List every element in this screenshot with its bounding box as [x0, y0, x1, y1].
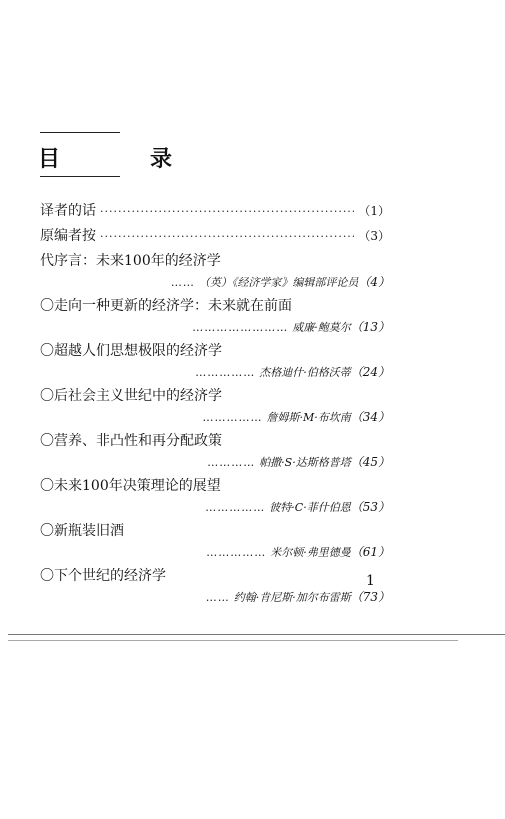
entry-page: （4） [358, 275, 390, 289]
entry-author: 杰格迪什·伯格沃蒂 [259, 366, 351, 379]
entry-author: 彼特·C·菲什伯恩 [269, 501, 351, 514]
toc-entry [40, 225, 390, 248]
top-rule [40, 132, 120, 133]
entry-author: 帕撒·S·达斯格普塔 [259, 456, 351, 469]
entry-title: 代序言：未来100年的经济学 [40, 253, 221, 269]
toc-entry [40, 430, 390, 473]
toc-entry [40, 475, 390, 518]
entry-author: 米尔顿·弗里德曼 [270, 546, 351, 559]
dot-leader: …………… [205, 501, 266, 514]
entry-author: 詹姆斯·M·布坎南 [266, 411, 351, 424]
entry-title: 〇下个世纪的经济学 [40, 568, 166, 584]
dot-leader: …………… [195, 366, 256, 379]
toc-entry [40, 295, 390, 338]
entry-title: 〇营养、非凸性和再分配政策 [40, 433, 222, 449]
entry-page: （45） [350, 455, 390, 469]
toc-heading: 目 录 [38, 147, 207, 172]
toc-entry [40, 340, 390, 383]
entry-page: （13） [350, 320, 390, 334]
heading-rule [40, 176, 120, 177]
toc-entry [40, 250, 390, 293]
entry-page: （34） [350, 410, 390, 424]
toc-entry [40, 200, 390, 223]
dot-leader: ………… [207, 456, 256, 469]
entry-title: 〇后社会主义世纪中的经济学 [40, 388, 222, 404]
entry-page: （1） [358, 204, 390, 218]
entry-page: （53） [350, 500, 390, 514]
dot-leader: …………… [202, 411, 263, 424]
entry-title: 〇未来100年决策理论的展望 [40, 478, 221, 494]
bottom-rule-faint [8, 640, 458, 641]
entry-page: （61） [350, 545, 390, 559]
toc-entry [40, 385, 390, 428]
entry-page: （3） [358, 229, 390, 243]
toc-entry [40, 565, 390, 608]
entry-title: 译者的话 [40, 203, 96, 219]
dot-leader [100, 226, 354, 248]
dot-leader: …………………… [192, 321, 289, 334]
table-of-contents [40, 200, 390, 608]
dot-leader: …………… [206, 546, 267, 559]
entry-author: 威廉·鲍莫尔 [292, 321, 351, 334]
entry-title: 〇走向一种更新的经济学：未来就在前面 [40, 298, 292, 314]
entry-page: （73） [350, 590, 390, 604]
entry-author: 约翰·肯尼斯·加尔布雷斯 [233, 591, 351, 604]
page-number: 1 [366, 573, 375, 589]
entry-title: 原编者按 [40, 228, 96, 244]
toc-entry [40, 520, 390, 563]
entry-author: （英）《经济学家》编辑部评论员 [198, 276, 359, 289]
bottom-rule [8, 634, 505, 635]
entry-page: （24） [350, 365, 390, 379]
dot-leader: …… [170, 276, 195, 289]
entry-title: 〇新瓶装旧酒 [40, 523, 124, 539]
dot-leader: …… [205, 591, 230, 604]
entry-title: 〇超越人们思想极限的经济学 [40, 343, 222, 359]
dot-leader [100, 201, 354, 223]
